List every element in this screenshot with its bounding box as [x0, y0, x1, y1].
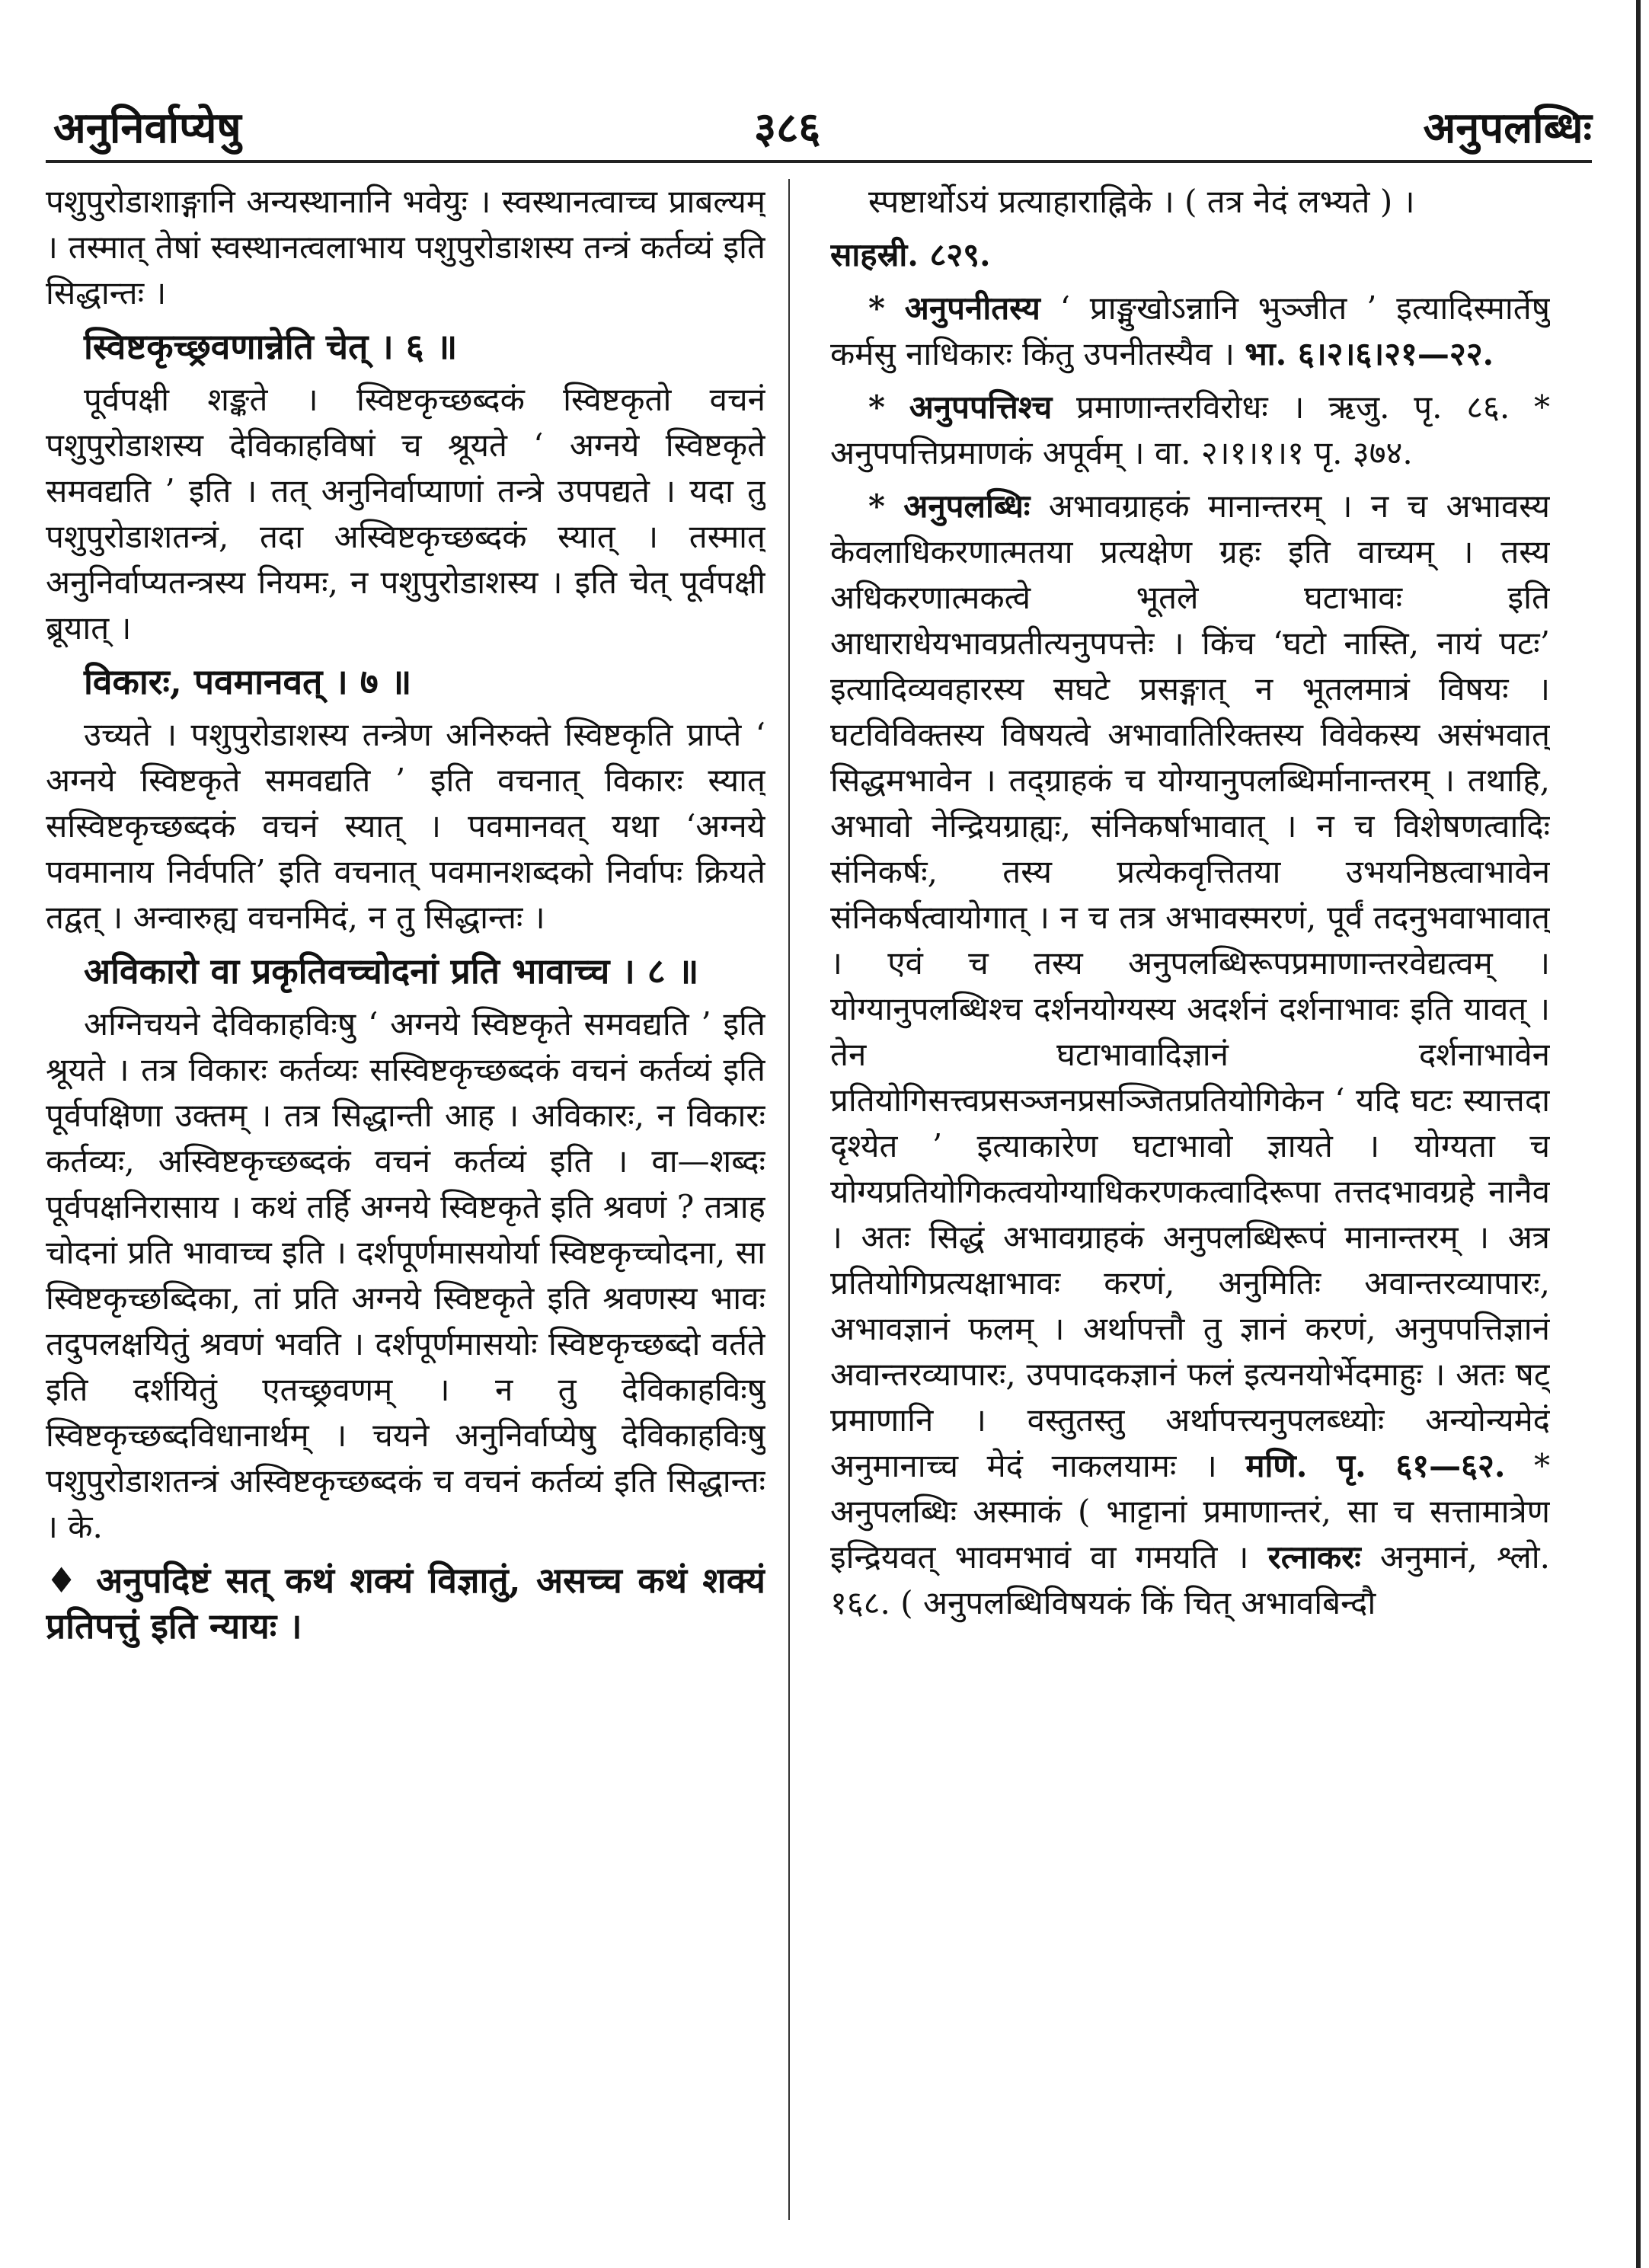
column-divider — [788, 179, 790, 2220]
entry-anupalabdhi — [830, 484, 1550, 1626]
entry-anupanitasya — [830, 286, 1550, 377]
entry-text: अभावग्राहकं मानान्तरम् । न च अभावस्य केवलाधिकरणात्मतया प्रत्यक्षेण ग्रहः इति वाच्यम् । तस्य अधिकरणात्मकत्वे भूतले घटाभावः इति आधाराधेयभावप्रतीत्यनुपपत्तेः । किंच ‘घटो नास्ति, नायं पटः’ इत्यादिव्यवहारस्य सघटे प्रसङ्गात् न भूतलमात्रं विषयः । घटविविक्तस्य विषयत्वे अभावातिरिक्तस्य विवेकस्य असंभवात् सिद्धमभावेन । तद्ग्राहकं च योग्यानुपलब्धिर्मानान्तरम् । तथाहि, अभावो नेन्द्रियग्राह्यः, संनिकर्षाभावात् । न च विशेषणत्वादिः संनिकर्षः, तस्य प्रत्येकवृत्तितया उभयनिष्ठत्वाभावेन संनिकर्षत्वायोगात् । न च तत्र अभावस्मरणं, पूर्वं तदनुभवाभावात् । एवं च तस्य अनुपलब्धिरूपप्रमाणान्तरवेद्यत्वम् । योग्यानुपलब्धिश्च दर्शनयोग्यस्य अदर्शनं दर्शनाभावः इति यावत् । तेन घटाभावादिज्ञानं दर्शनाभावेन प्रतियोगिसत्त्वप्रसञ्जनप्रसञ्जितप्रतियोगिकेन ‘ यदि घटः स्यात्तदा दृश्येत ’ इत्याकारेण घटाभावो ज्ञायते । योग्यता च योग्यप्रतियोगिकत्वयोग्याधिकरणकत्वादिरूपा तत्तदभावग्रहे नानैव । अतः सिद्धं अभावग्राहकं अनुपलब्धिरूपं मानान्तरम् । अत्र प्रतियोगिप्रत्यक्षाभावः करणं, अनुमितिः अवान्तरव्यापारः, अभावज्ञानं फलम् । अर्थापत्तौ तु ज्ञानं करणं, अनुपपत्तिज्ञानं अवान्तरव्यापारः, उपपादकज्ञानं फलं इत्यनयोर्भेदमाहुः । अतः षट् प्रमाणानि । वस्तुतस्तु अर्थापत्त्यनुपलब्ध्योः अन्योन्यमेदं अनुमानाच्च मेदं नाकलयामः । — [830, 487, 1550, 1484]
entry-text: अनुमानं, श्लो. १६८. ( अनुपलब्धिविषयकं किं चित् अभावबिन्दौ — [830, 1538, 1550, 1621]
page-header — [46, 84, 1592, 168]
ornament-icon: ♦ — [46, 1560, 81, 1601]
asterisk-icon: * — [868, 487, 885, 525]
paragraph: अग्निचयने देविकाहविःषु ‘ अग्नये स्विष्टकृते समवद्यति ’ इति श्रूयते । तत्र विकारः कर्तव्यः सस्विष्टकृच्छब्दकं वचनं कर्तव्यं इति पूर्वपक्षिणा उक्तम् । तत्र सिद्धान्ती आह । अविकारः, न विकारः कर्तव्यः, अस्विष्टकृच्छब्दकं वचनं कर्तव्यं इति । वा—शब्दः पूर्वपक्षनिरासाय । कथं तर्हि अग्नये स्विष्टकृते इति श्रवणं ? तत्राह चोदनां प्रति भावाच्च इति । दर्शपूर्णमासयोर्या स्विष्टकृच्चोदना, सा स्विष्टकृच्छब्दिका, तां प्रति अग्नये स्विष्टकृते इति श्रवणस्य भावः तदुपलक्षयितुं श्रवणं भवति । दर्शपूर्णमासयोः स्विष्टकृच्छब्दो वर्तते इति दर्शयितुं एतच्छ्रवणम् । न तु देविकाहविःषु स्विष्टकृच्छब्दविधानार्थम् । चयने अनुनिर्वाप्येषु देविकाहविःषु पशुपुरोडाशतन्त्रं अस्विष्टकृच्छब्दकं च वचनं कर्तव्यं इति सिद्धान्तः । के. — [46, 1005, 765, 1545]
reference: साहस्री. ८२९. — [830, 236, 991, 273]
sutra-7: विकारः, पवमानवत् । ७ ॥ — [84, 661, 412, 702]
entry-reference: भा. ६।२।६।२१—२२. — [1245, 335, 1494, 372]
entry-text: ‘ प्राङ्मुखोऽन्नानि भुञ्जीत ’ इत्यादिस्मार्तेषु कर्मसु नाधिकारः किंतु उपनीतस्यैव । — [830, 289, 1550, 372]
entry-anupapatti — [830, 385, 1550, 476]
header-rule — [46, 160, 1592, 163]
entry-subheadword: * अनुपलब्धिः — [830, 1447, 1550, 1530]
page-number: ३८६ — [754, 104, 821, 153]
entry-headword: अनुपपत्तिश्च — [909, 388, 1053, 426]
paragraph: पशुपुरोडाशाङ्गानि अन्यस्थानानि भवेयुः । स्वस्थानत्वाच्च प्राबल्यम् । तस्मात् तेषां स्वस्थानत्वलाभाय पशुपुरोडाशस्य तन्त्रं कर्तव्यं इति सिद्धान्तः । — [46, 183, 765, 311]
asterisk-icon: * — [868, 388, 885, 426]
asterisk-icon: * — [868, 289, 885, 327]
running-head-left: अनुनिर्वाप्येषु — [53, 104, 241, 153]
entry-text: प्रमाणान्तरविरोधः । ऋजु. पृ. ८६. * अनुपपत्तिप्रमाणकं अपूर्वम् । वा. २।१।१।१ पृ. ३७४. — [830, 388, 1550, 471]
paragraph: स्पष्टार्थोऽयं प्रत्याहाराह्निके । ( तत्र नेदं लभ्यते ) । — [868, 183, 1415, 220]
sutra-8: अविकारो वा प्रकृतिवच्चोदनां प्रति भावाच्च । ८ ॥ — [84, 950, 699, 992]
entry-headword: अनुपनीतस्य — [904, 289, 1040, 327]
page-edge — [1636, 0, 1641, 2268]
running-head-right: अनुपलब्धिः — [1423, 104, 1592, 153]
paragraph: पूर्वपक्षी शङ्कते । स्विष्टकृच्छब्दकं स्विष्टकृतो वचनं पशुपुरोडाशस्य देविकाहविषां च श्रूयते ‘ अग्नये स्विष्टकृते समवद्यति ’ इति । तत् अनुनिर्वाप्याणां तन्त्रे उपपद्यते । यदा तु पशुपुरोडाशतन्त्रं, तदा अस्विष्टकृच्छब्दकं स्यात् । तस्मात् अनुनिर्वाप्यतन्त्रस्य नियमः, न पशुपुरोडाशस्य । इति चेत् पूर्वपक्षी ब्रूयात् । — [46, 381, 765, 647]
maxim-entry — [46, 1557, 765, 1649]
entry-text: अस्माकं ( भाट्टानां प्रमाणान्तरं, सा च सत्तामात्रेण इन्द्रियवत् भावमभावं वा गमयति । — [830, 1493, 1550, 1576]
entry-reference: मणि. पृ. ६१—६२. — [1245, 1447, 1506, 1484]
sutra-6: स्विष्टकृच्छ्रवणान्नेति चेत् । ६ ॥ — [84, 326, 458, 367]
right-column — [830, 179, 1550, 2235]
entry-headword: अनुपलब्धिः — [903, 487, 1031, 525]
maxim-text: अनुपदिष्टं सत् कथं शक्यं विज्ञातुं, असच्च कथं शक्यं प्रतिपत्तुं इति न्यायः । — [46, 1560, 765, 1647]
paragraph: उच्यते । पशुपुरोडाशस्य तन्त्रेण अनिरुक्ते स्विष्टकृति प्राप्ते ‘ अग्नये स्विष्टकृते समवद्यति ’ इति वचनात् विकारः स्यात् सस्विष्टकृच्छब्दकं वचनं स्यात् । पवमानवत् यथा ‘अग्नये पवमानाय निर्वपति’ इति वचनात् पवमानशब्दको निर्वापः क्रियते तद्वत् । अन्वारुह्य वचनमिदं, न तु सिद्धान्तः । — [46, 716, 765, 936]
left-column — [46, 179, 765, 2235]
source-name: रत्नाकरः — [1267, 1538, 1361, 1576]
